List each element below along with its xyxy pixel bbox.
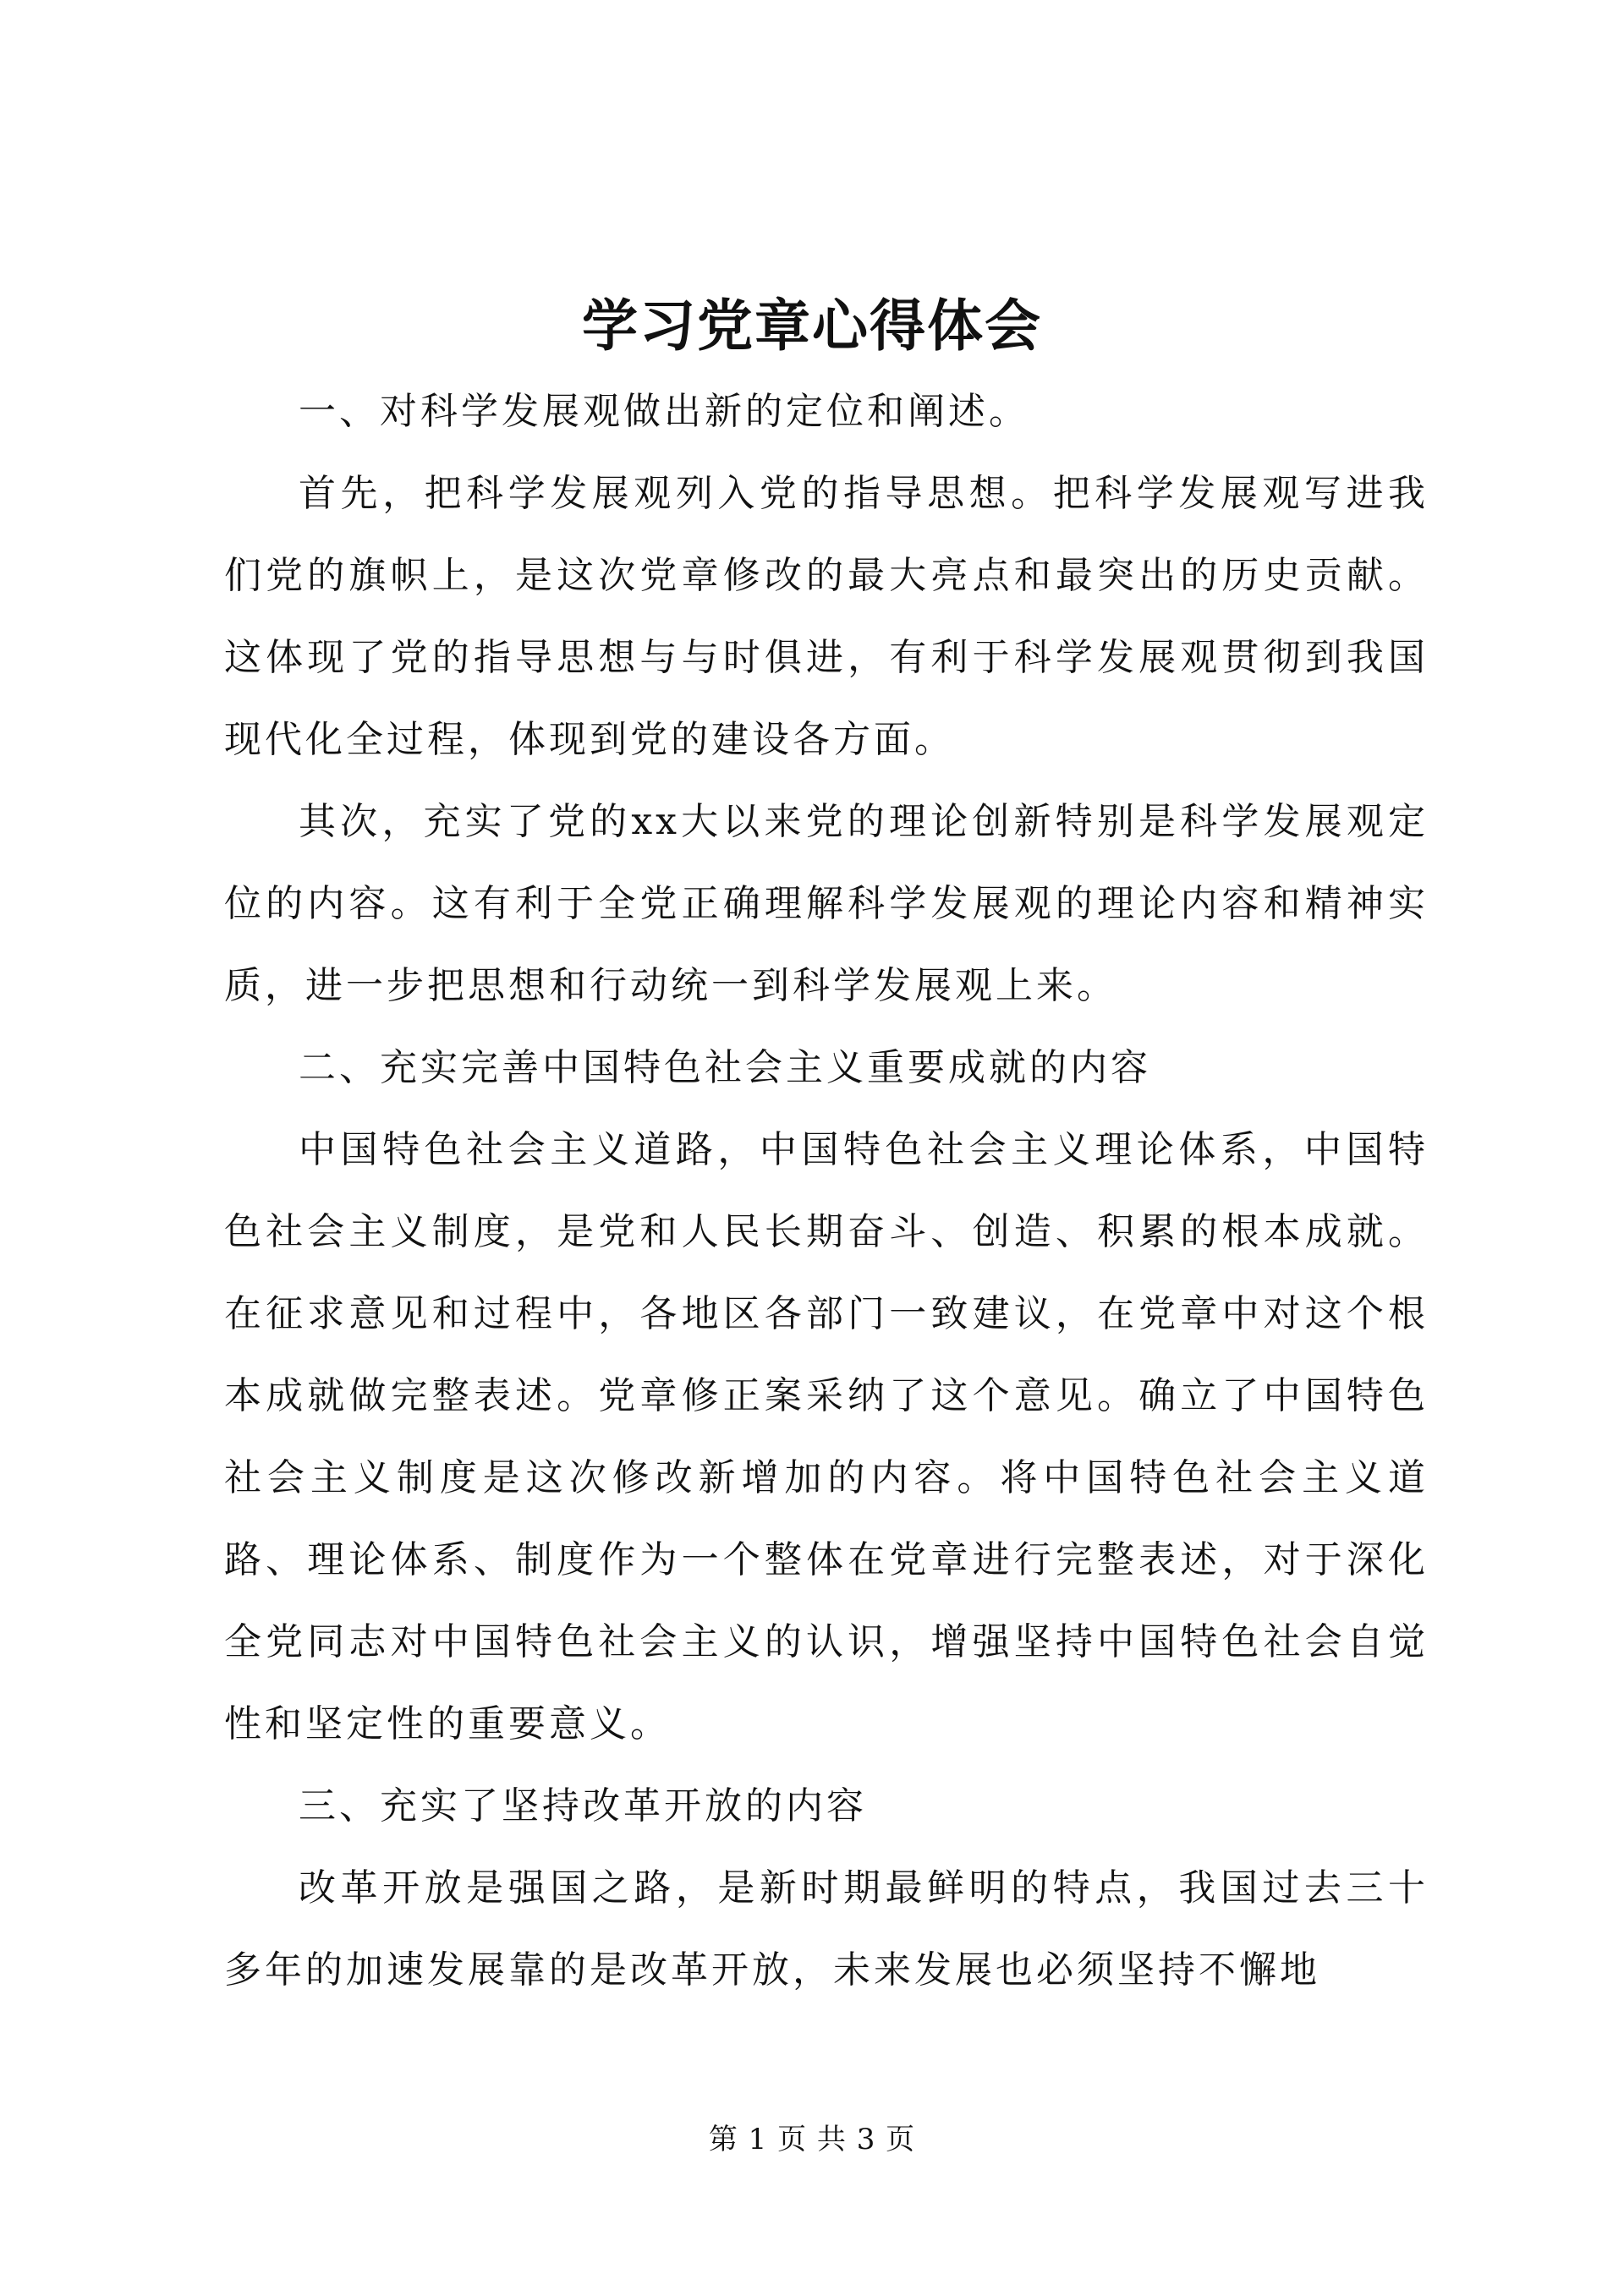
paragraph: 中国特色社会主义道路，中国特色社会主义理论体系，中国特色社会主义制度，是党和人民长期奋斗、创造、积累的根本成就。在征求意见和过程中，各地区各部门一致建议，在党章中对这个根本成就做完整表述。党章修正案采纳了这个意见。确立了中国特色社会主义制度是这次修改新增加的内容。将中国特色社会主义道路、理论体系、制度作为一个整体在党章进行完整表述，对于深化全党同志对中国特色社会主义的认识，增强坚持中国特色社会自觉性和坚定性的重要意义。 xyxy=(224,1128,1429,1745)
paragraph: 改革开放是强国之路，是新时期最鲜明的特点，我国过去三十多年的加速发展靠的是改革开放，未来发展也必须坚持不懈地 xyxy=(224,1866,1429,1992)
section-heading-3: 三、充实了坚持改革开放的内容 xyxy=(299,1784,867,1827)
paragraph: 其次，充实了党的xx大以来党的理论创新特别是科学发展观定位的内容。这有利于全党正确理解科学发展观的理论内容和精神实质，进一步把思想和行动统一到科学发展观上来。 xyxy=(224,800,1429,1007)
section-heading-1: 一、对科学发展观做出新的定位和阐述。 xyxy=(299,390,1029,433)
document-body xyxy=(224,370,1429,2011)
page-number-footer: 第 1 页 共 3 页 xyxy=(708,2123,916,2156)
document-title: 学习党章心得体会 xyxy=(582,293,1042,359)
section-heading-2: 二、充实完善中国特色社会主义重要成就的内容 xyxy=(299,1046,1151,1089)
paragraph: 首先，把科学发展观列入党的指导思想。把科学发展观写进我们党的旗帜上，是这次党章修改的最大亮点和最突出的历史贡献。这体现了党的指导思想与与时俱进，有利于科学发展观贯彻到我国现代化全过程，体现到党的建设各方面。 xyxy=(224,472,1429,761)
